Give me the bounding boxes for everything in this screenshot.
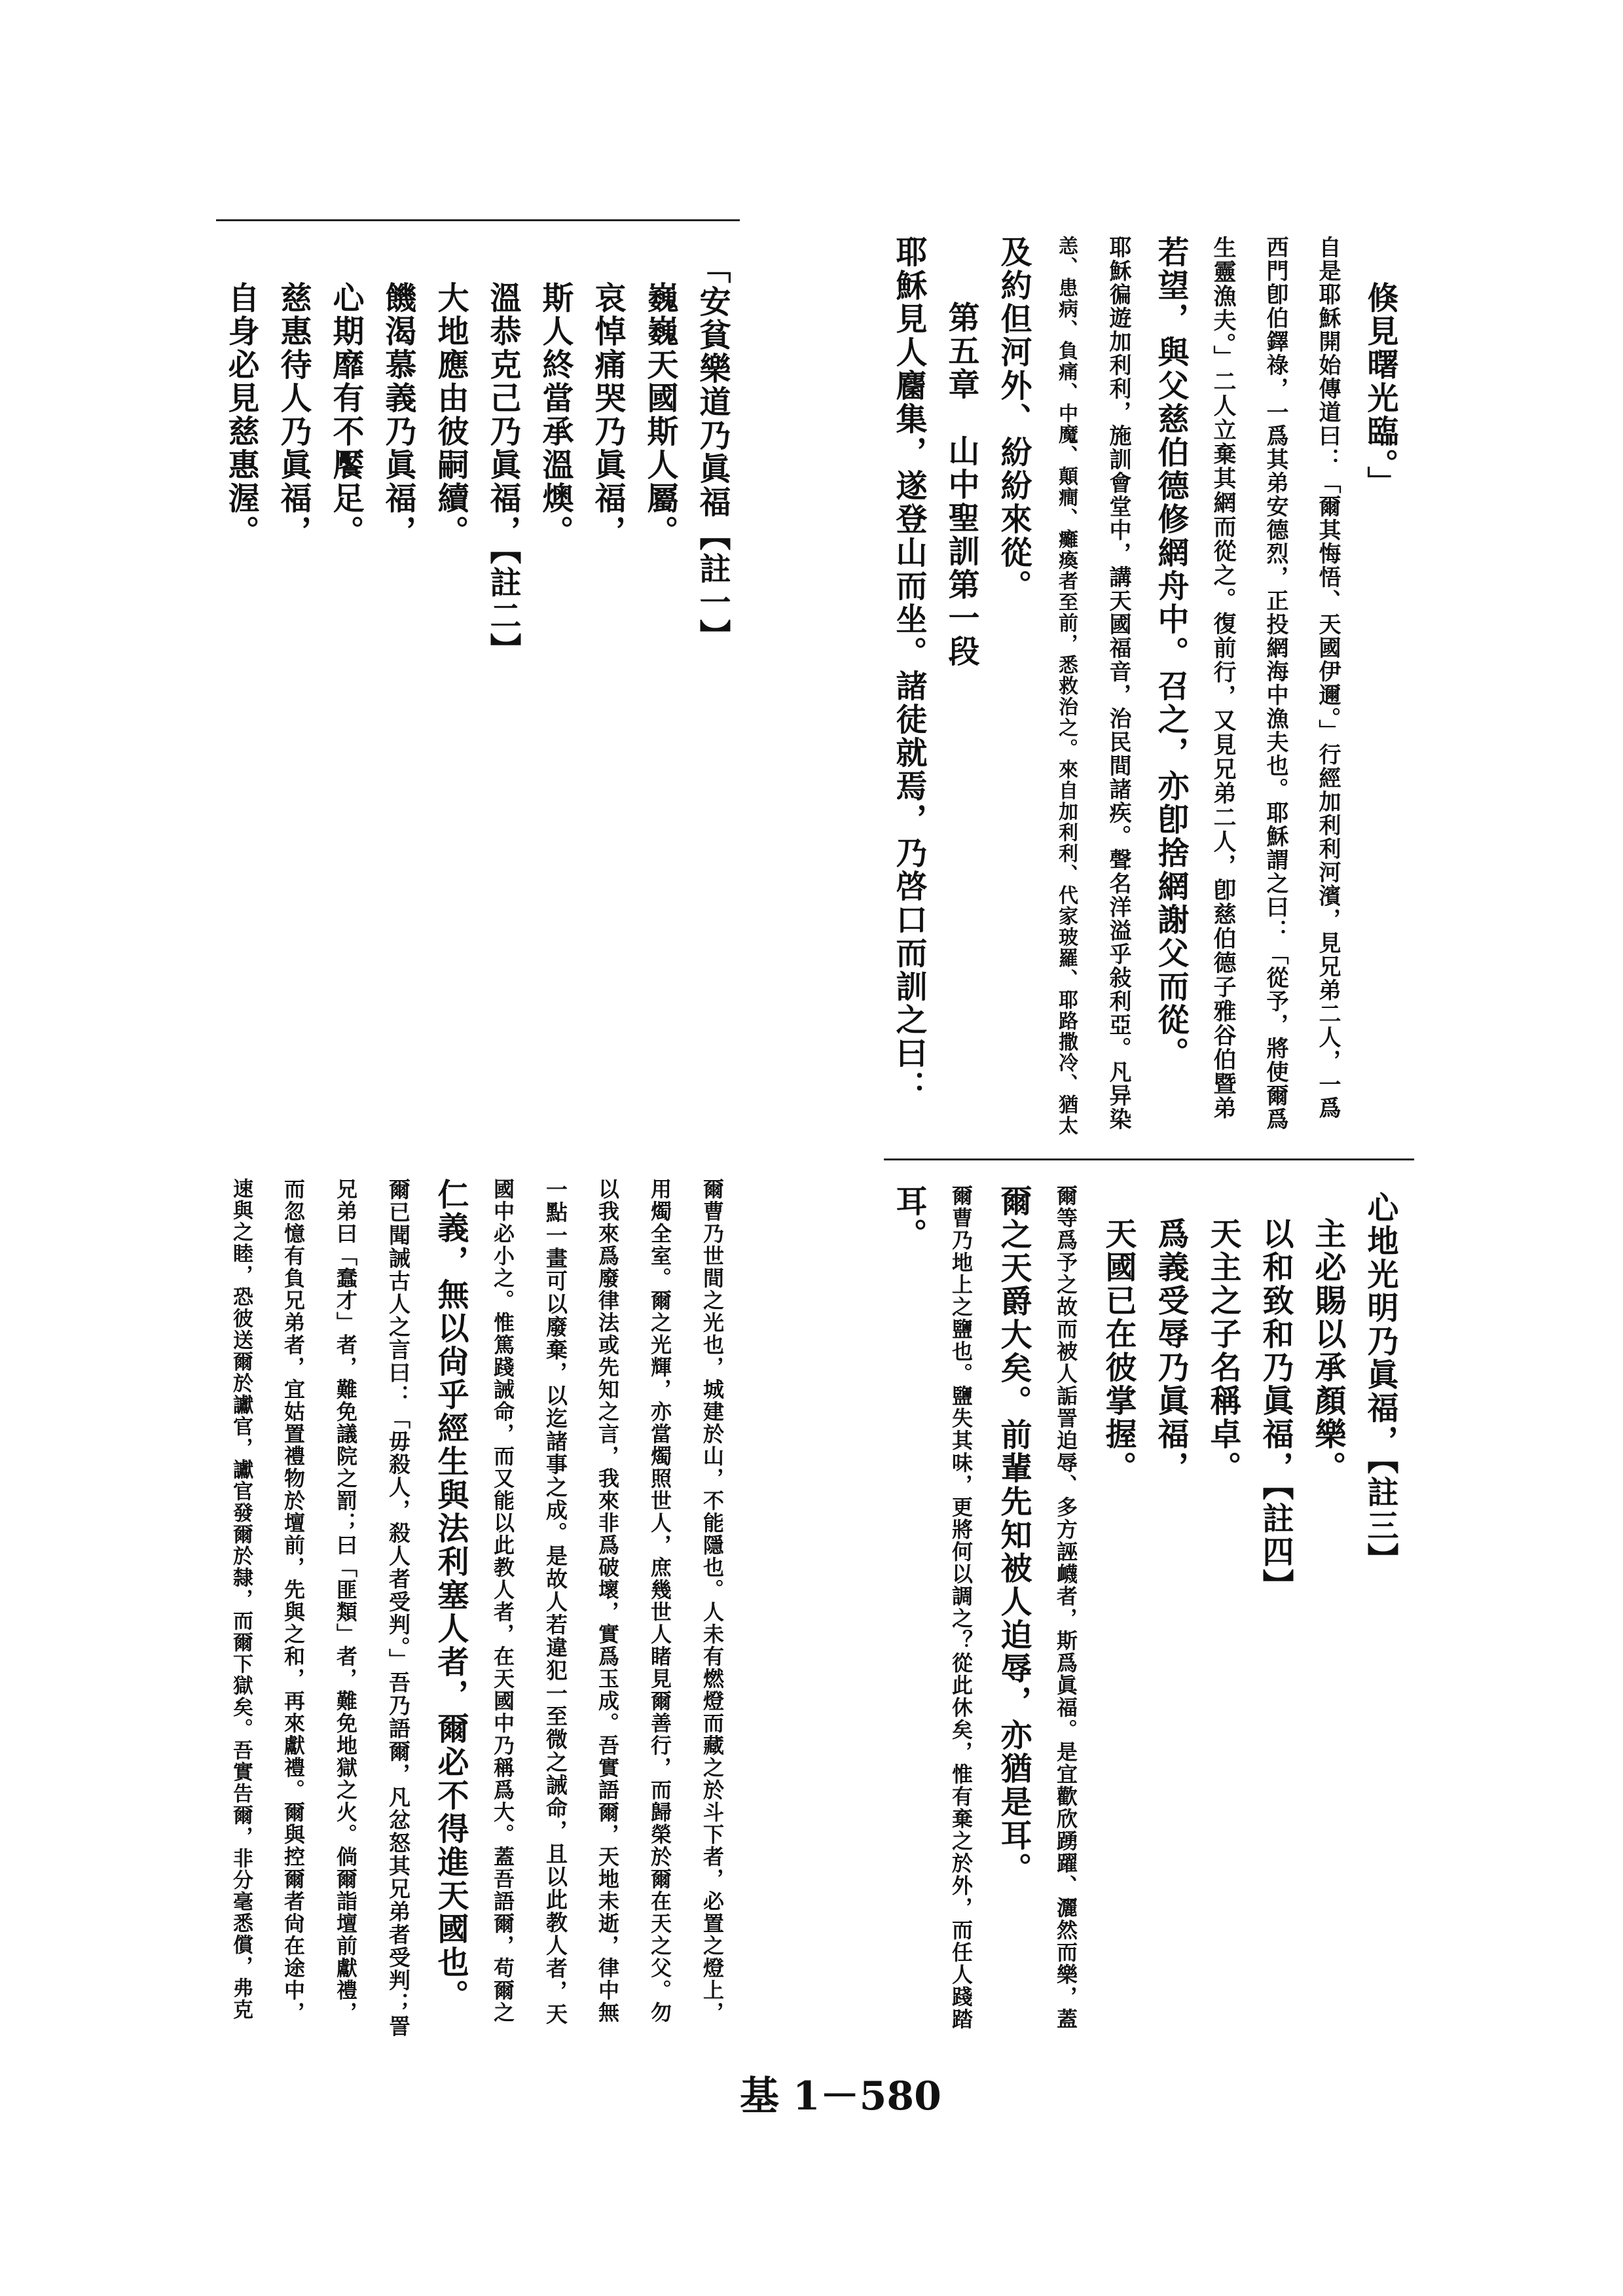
verse-line: 心期靡有不饜足。: [327, 281, 364, 548]
verse-line: 主必賜以承顏樂。: [1309, 1217, 1346, 1484]
divider-top-left: [216, 219, 740, 221]
text-column: 生靈漁夫。」二人立棄其網而從之。復前行，又見兄弟二人，卽慈伯德子雅谷伯暨弟: [1210, 236, 1237, 1121]
text-column: 爾曹乃世間之光也，城建於山，不能隱也。人未有燃燈而藏之於斗下者，必置之燈上，: [700, 1178, 725, 2024]
text-column: 耶穌徧遊加利利，施訓會堂中，講天國福音，治民間諸疾。聲名洋溢乎敍利亞。凡异染: [1105, 236, 1131, 1131]
verse-line: 溫恭克己乃眞福，【註二】: [484, 281, 521, 666]
text-column: 若望，與父慈伯德修網舟中。召之，亦卽捨網謝父而從。: [1152, 236, 1189, 1070]
text-column: 兄弟曰「蠢才」者，難免議院之罰；曰「匪類」者，難免地獄之火。倘爾詣壇前獻禮，: [333, 1178, 358, 2024]
text-column: 爾已聞誡古人之言曰：「毋殺人，殺人者受判。」吾乃語爾，凡忿怒其兄弟者受判；詈: [386, 1178, 411, 2038]
verse-line: 心地光明乃眞福，【註三】: [1362, 1191, 1398, 1576]
divider-mid-right: [884, 1158, 1414, 1160]
text-column: 西門卽伯鐸祿，一爲其弟安德烈，正投網海中漁夫也。耶穌謂之曰：「從予，將使爾爲: [1262, 236, 1288, 1131]
text-column: 用燭全室。爾之光輝，亦當燭照世人，庶幾世人睹見爾善行，而歸榮於爾在天之父。勿: [647, 1178, 672, 2024]
verse-line: 爲義受辱乃眞福，: [1152, 1217, 1189, 1484]
text-column: 而忽憶有負兄弟者，宜姑置禮物於壇前，先與之和，再來獻禮。爾與控爾者尙在途中，: [281, 1178, 306, 2024]
text-column: 倏見曙光臨。」: [1362, 281, 1398, 499]
verse-line: 天國已在彼掌握。: [1100, 1217, 1137, 1484]
text-column: 耳。: [890, 1185, 927, 1251]
verse-line: 「安貧樂道乃眞福【註一】: [694, 252, 731, 653]
text-column: 爾曹乃地上之鹽也。鹽失其味，更將何以調之？從此休矣，惟有棄之於外，而任人踐踏: [949, 1185, 974, 2030]
verse-line: 巍巍天國斯人屬。: [642, 281, 678, 548]
text-column: 仁義，無以尙乎經生與法利塞人者，爾必不得進天國也。: [432, 1178, 469, 2013]
verse-line: 大地應由彼嗣續。: [432, 281, 469, 548]
text-column: 恙、患病、負痛、中魔、顛癎、癱瘓者至前，悉救治之。來自加利利、代家玻羅、耶路撒冷、猶太: [1055, 236, 1078, 1136]
text-column: 耶穌見人麕集，遂登山而坐。諸徒就焉，乃啓口而訓之曰：: [890, 236, 927, 1103]
text-column: 以我來爲廢律法或先知之言，我來非爲破壞，實爲玉成。吾實語爾，天地未逝，律中無: [595, 1178, 620, 2024]
verse-line: 以和致和乃眞福，【註四】: [1257, 1217, 1294, 1602]
verse-line: 哀悼痛哭乃眞福，: [589, 281, 626, 548]
verse-line: 饑渴慕義乃眞福，: [380, 281, 416, 548]
text-column: 爾等爲予之故而被人詬詈迫辱、多方誣衊者，斯爲眞福。是宜歡欣踴躍、灑然而樂，蓋: [1053, 1185, 1078, 2030]
verse-line: 天主之子名稱卓。: [1205, 1217, 1241, 1484]
text-column: 自是耶穌開始傳道曰：「爾其悔悟、天國伊邇。」行經加利利河濱，見兄弟二人，一爲: [1315, 236, 1341, 1120]
text-column: 爾之天爵大矣。前輩先知被人迫辱，亦猶是耳。: [995, 1185, 1032, 1886]
verse-line: 自身必見慈惠渥。: [223, 281, 259, 548]
verse-line: 斯人終當承溫燠。: [537, 281, 574, 548]
text-column: 及約但河外、紛紛來從。: [995, 236, 1032, 603]
page-number: 基 1－580: [740, 2073, 941, 2119]
text-column: 速與之睦，恐彼送爾於讞官，讞官發爾於隸，而爾下獄矣。吾實告爾，非分毫悉償，弗克: [229, 1178, 253, 2020]
chapter-heading: 第五章 山中聖訓第一段: [943, 301, 979, 668]
text-column: 國中必小之。惟篤踐誡命，而又能以此教人者，在天國中乃稱爲大。蓋吾語爾，苟爾之: [490, 1178, 515, 2024]
text-column: 一點一畫可以廢棄，以迄諸事之成。是故人若違犯一至微之誡命，且以此教人者，天: [543, 1178, 568, 2026]
verse-line: 慈惠待人乃眞福，: [275, 281, 312, 548]
